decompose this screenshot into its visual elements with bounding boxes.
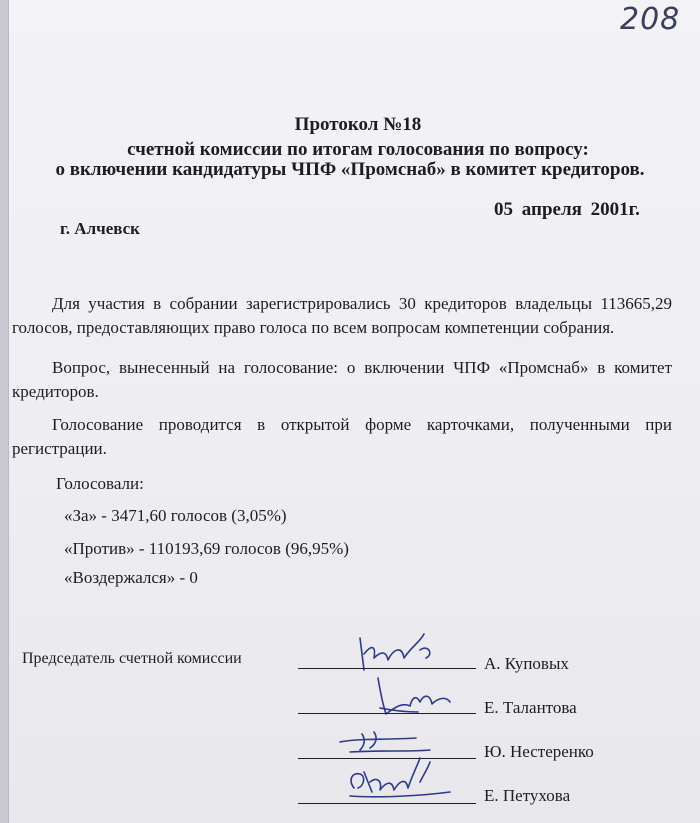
- paragraph-question: Вопрос, вынесенный на голосование: о включении ЧПФ «Промснаб» в комитет кредиторов.: [12, 358, 672, 401]
- document-date: 05 апреля 2001г.: [494, 199, 640, 220]
- voting-label: Голосовали:: [56, 474, 144, 493]
- paragraph-voting-form: Голосование проводится в открытой форме карточками, полученными при регистрации.: [12, 415, 672, 458]
- vote-against: «Против» - 110193,69 голосов (96,95%): [64, 539, 349, 558]
- signatory-name-2: Е. Талантова: [484, 698, 577, 717]
- signatory-name-4: Е. Петухова: [484, 786, 571, 805]
- chair-label: Председатель счетной комиссии: [22, 650, 242, 667]
- paragraph-registration: Для участия в собрании зарегистрировались 30 кредиторов владельцы 113665,29 голосов, предоставляющих право голоса по всем вопросам компетенции собрания.: [12, 294, 672, 337]
- vote-for: «За» - 3471,60 голосов (3,05%): [64, 506, 287, 525]
- document-city: г. Алчевск: [60, 219, 140, 238]
- signature-1: [320, 624, 480, 674]
- signature-4: [320, 752, 480, 802]
- document-title: Протокол №18: [294, 114, 422, 135]
- signature-line-4: [298, 803, 476, 804]
- handwritten-page-number: 208: [620, 2, 681, 37]
- signatory-name-3: Ю. Нестеренко: [484, 742, 594, 761]
- signature-2: [320, 672, 480, 722]
- signature-line-1: [298, 668, 476, 669]
- vote-abstain: «Воздержался» - 0: [64, 568, 198, 587]
- signatory-name-1: А. Куповых: [484, 654, 569, 673]
- signature-line-2: [298, 713, 476, 714]
- document-subtitle-1: счетной комиссии по итогам голосования по вопросу:: [127, 139, 589, 160]
- document-subtitle-2: о включении кандидатуры ЧПФ «Промснаб» в комитет кредиторов.: [55, 159, 645, 180]
